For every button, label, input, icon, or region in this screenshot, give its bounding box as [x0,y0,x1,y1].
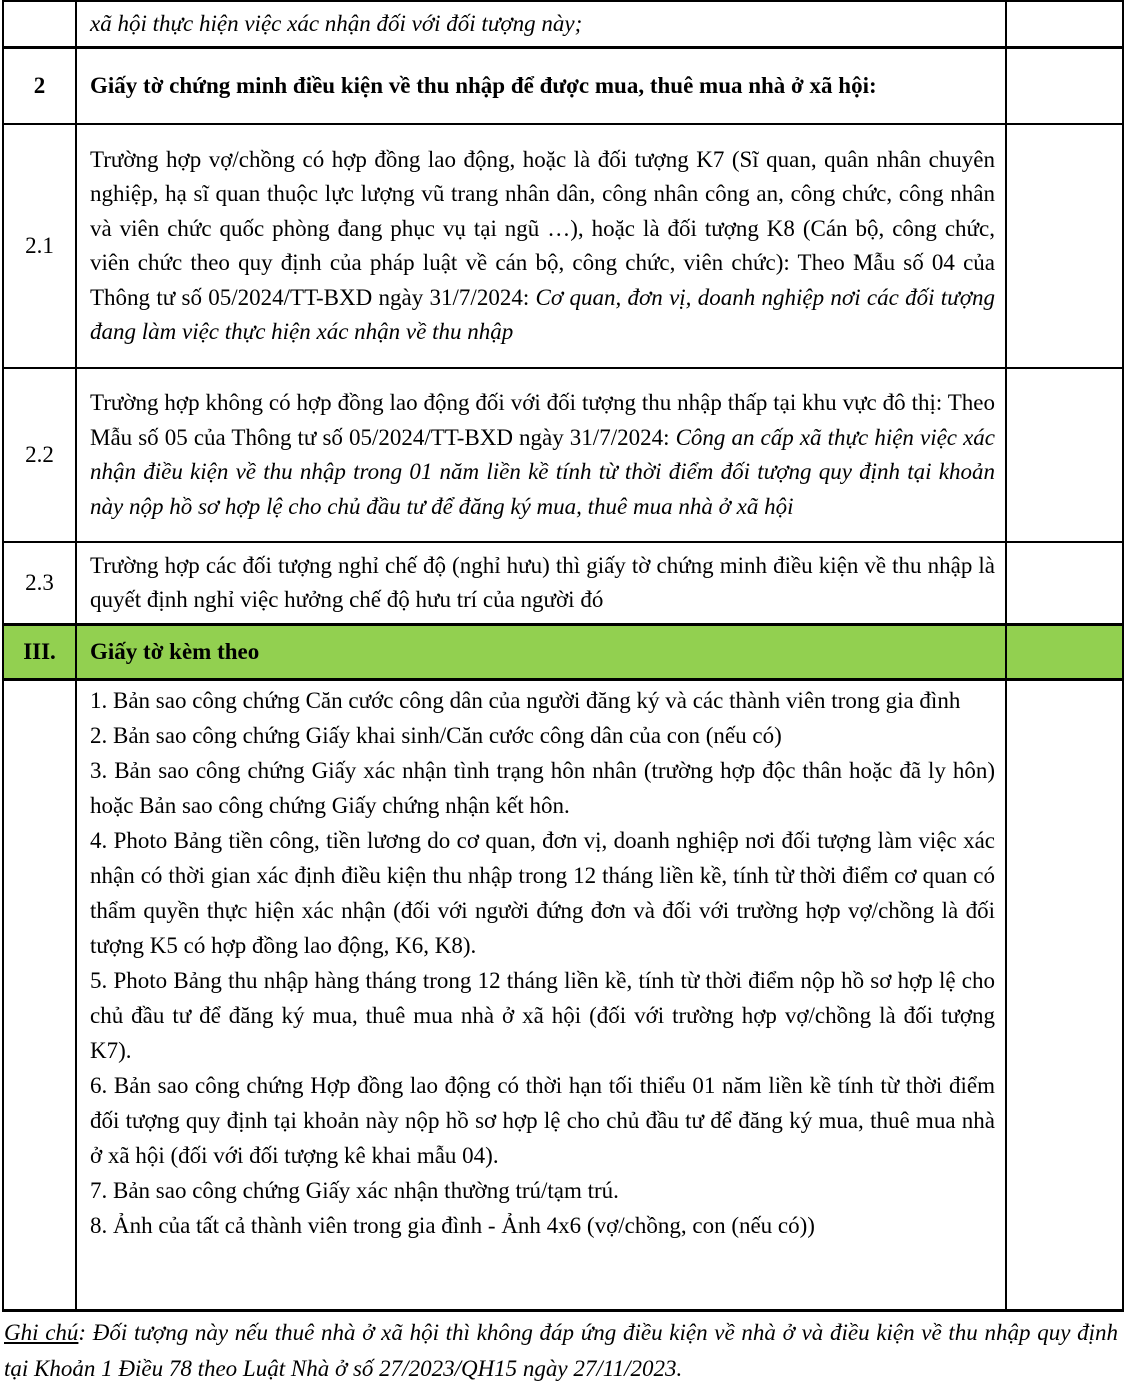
row-note-cell [1006,1,1123,48]
row-2-2-italic-text: Công an cấp xã thực hiện việc xác nhận điều kiện về thu nhập trong 01 năm liền kề tính từ thời điểm đối tượng quy định tại khoản này nộp hồ sơ hợp lệ cho chủ đầu tư để đăng ký mua, thuê mua nhà ở xã hội [90,424,995,519]
table-row-2-3 [3,542,1123,625]
row-2-3-text: Trường hợp các đối tượng nghỉ chế độ (nghỉ hưu) thì giấy tờ chứng minh điều kiện về thu nhập là quyết định nghỉ việc hưởng chế độ hưu trí của người đó [90,552,995,612]
continuation-text: xã hội thực hiện việc xác nhận đối với đối tượng này; [90,10,583,36]
list-item: 1. Bản sao công chứng Căn cước công dân của người đăng ký và các thành viên trong gia đình [90,688,961,713]
row-number-cell: 2 [3,48,76,125]
section-3-title: Giấy tờ kèm theo [90,638,260,664]
row-content-cell [76,368,1006,542]
list-item: 5. Photo Bảng thu nhập hàng tháng trong 12 tháng liền kề, tính từ thời điểm nộp hồ sơ hợp lệ cho chủ đầu tư để đăng ký mua, thuê mua nhà ở xã hội (đối với trường hợp vợ/chồng là đối tượng K7). [90,968,995,1063]
row-content-cell [76,1,1006,48]
list-item: 7. Bản sao công chứng Giấy xác nhận thường trú/tạm trú. [90,1178,619,1203]
document-table [2,0,1124,1312]
table-row-attachments [3,680,1123,1311]
row-content-cell [76,124,1006,368]
list-item: 4. Photo Bảng tiền công, tiền lương do cơ quan, đơn vị, doanh nghiệp nơi đối tượng làm việc xác nhận có thời gian xác định điều kiện thu nhập trong 12 tháng liền kề, tính từ thời điểm cơ quan có thẩm quyền thực hiện xác nhận (đối với người đứng đơn và đối với trường hợp vợ/chồng là đối tượng K5 có hợp đồng lao động, K6, K8). [90,828,995,958]
row-note-cell [1006,680,1123,1311]
list-item: 6. Bản sao công chứng Hợp đồng lao động có thời hạn tối thiểu 01 năm liền kề tính từ thời điểm đối tượng quy định tại khoản này nộp hồ sơ hợp lệ cho chủ đầu tư để đăng ký mua, thuê mua nhà ở xã hội (đối với đối tượng kê khai mẫu 04). [90,1073,995,1168]
row-content-cell [76,542,1006,625]
list-item: 2. Bản sao công chứng Giấy khai sinh/Căn cước công dân của con (nếu có) [90,723,782,748]
row-content-cell [76,48,1006,125]
row-note-cell [1006,124,1123,368]
table-row-2-1 [3,124,1123,368]
row-number-cell: 2.3 [3,542,76,625]
section-2-title: Giấy tờ chứng minh điều kiện về thu nhập để được mua, thuê mua nhà ở xã hội: [90,73,877,98]
table-row-section-2 [3,48,1123,125]
table-row-section-3 [3,625,1123,680]
row-2-2-text: Trường hợp không có hợp đồng lao động đối với đối tượng thu nhập thấp tại khu vực đô thị: Theo Mẫu số 05 của Thông tư số 05/2024/TT-BXD ngày 31/7/2024: [90,390,995,450]
row-number-cell [3,680,76,1311]
row-note-cell [1006,625,1123,680]
table-row-continuation [3,1,1123,48]
list-item: 8. Ảnh của tất cả thành viên trong gia đình - Ảnh 4x6 (vợ/chồng, con (nếu có)) [90,1213,815,1238]
row-number-cell: III. [3,625,76,680]
row-2-1-italic-text: Cơ quan, đơn vị, doanh nghiệp nơi các đối tượng đang làm việc thực hiện xác nhận về thu nhập [90,284,995,344]
row-2-1-text: Trường hợp vợ/chồng có hợp đồng lao động, hoặc là đối tượng K7 (Sĩ quan, quân nhân chuyên nghiệp, hạ sĩ quan thuộc lực lượng vũ trang nhân dân, công nhân công an, công chức, công nhân và viên chức quốc phòng đang phục vụ tại ngũ …), hoặc là đối tượng K8 (Cán bộ, công chức, viên chức theo quy định của pháp luật về cán bộ, công chức, viên chức): Theo Mẫu số 04 của Thông tư số 05/2024/TT-BXD ngày 31/7/2024: [90,146,995,310]
row-content-cell [76,680,1006,1311]
table-row-2-2 [3,368,1123,542]
row-note-cell [1006,48,1123,125]
row-number-cell: 2.1 [3,124,76,368]
row-note-cell [1006,542,1123,625]
row-number-cell: 2.2 [3,368,76,542]
footnote-text: : Đối tượng này nếu thuê nhà ở xã hội thì không đáp ứng điều kiện về nhà ở và điều kiện về thu nhập quy định tại Khoản 1 Điều 78 theo Luật Nhà ở số 27/2023/QH15 ngày 27/11/2023. [4,1320,1118,1381]
list-item: 3. Bản sao công chứng Giấy xác nhận tình trạng hôn nhân (trường hợp độc thân hoặc đã ly hôn) hoặc Bản sao công chứng Giấy chứng nhận kết hôn. [90,758,995,818]
row-note-cell [1006,368,1123,542]
row-number-cell [3,1,76,48]
row-content-cell [76,625,1006,680]
footnote-label: Ghi chú [4,1320,79,1345]
footnote [4,1315,1118,1387]
